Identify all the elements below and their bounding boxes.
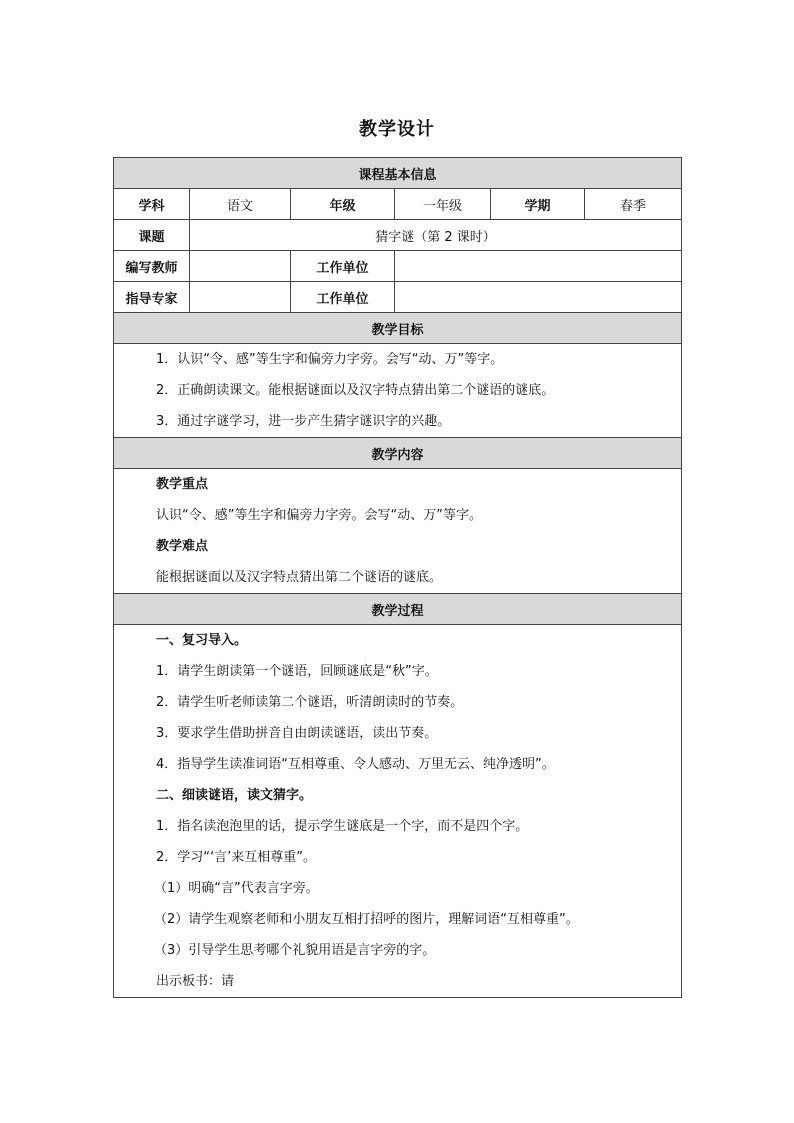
difficult-point-label: 教学难点	[156, 539, 209, 554]
lesson-plan-table	[113, 157, 682, 998]
subject-value: 语文	[190, 189, 291, 220]
work-unit-label: 工作单位	[291, 251, 395, 282]
content-cell	[114, 469, 682, 594]
goal-item: 3．通过字谜学习，进一步产生猜字谜识字的兴趣。	[156, 414, 451, 429]
process-substep: （3）引导学生思考哪个礼貌用语是言字旁的字。	[154, 943, 436, 958]
process-header-row	[114, 594, 682, 625]
topic-label: 课题	[114, 220, 190, 251]
goals-heading: 教学目标	[114, 313, 682, 344]
process-substep: （1）明确“言”代表言字旁。	[154, 881, 319, 896]
process-step: 1．请学生朗读第一个谜语，回顾谜底是“秋”字。	[156, 664, 438, 679]
expert-row	[114, 282, 682, 313]
term-label: 学期	[491, 189, 585, 220]
grade-label: 年级	[291, 189, 395, 220]
process-section-heading: 一、复习导入。	[156, 633, 248, 648]
key-point-label: 教学重点	[156, 477, 209, 492]
process-heading: 教学过程	[114, 594, 682, 625]
key-point-text: 认识“令、感”等生字和偏旁力字旁。会写“动、万”等字。	[156, 508, 482, 523]
grade-value: 一年级	[395, 189, 491, 220]
work-unit-label: 工作单位	[291, 282, 395, 313]
goals-cell	[114, 344, 682, 438]
page-title: 教学设计	[359, 119, 435, 140]
board-writing: 出示板书：请	[156, 974, 235, 989]
goal-item: 2．正确朗读课文。能根据谜面以及汉字特点猜出第二个谜语的谜底。	[156, 383, 555, 398]
subject-label: 学科	[114, 189, 190, 220]
term-value: 春季	[585, 189, 682, 220]
basic-info-header-row	[114, 158, 682, 189]
expert-value	[190, 282, 291, 313]
goals-header-row	[114, 313, 682, 344]
teacher-row	[114, 251, 682, 282]
process-cell	[114, 625, 682, 998]
process-step: 2．请学生听老师读第二个谜语，听清朗读时的节奏。	[156, 695, 464, 710]
process-step: 4．指导学生读准词语“互相尊重、令人感动、万里无云、纯净透明”。	[156, 757, 555, 772]
goal-item: 1．认识“令、感”等生字和偏旁力字旁。会写“动、万”等字。	[156, 352, 504, 367]
process-row	[114, 625, 682, 998]
content-header-row	[114, 438, 682, 469]
basic-info-heading: 课程基本信息	[114, 158, 682, 189]
teacher-value	[190, 251, 291, 282]
work-unit-value	[395, 251, 682, 282]
topic-value: 猜字谜（第 2 课时）	[190, 220, 682, 251]
process-step: 3．要求学生借助拼音自由朗读谜语，读出节奏。	[156, 726, 438, 741]
subject-row	[114, 189, 682, 220]
process-step: 2．学习“‘言’来互相尊重”。	[156, 850, 317, 865]
goals-row	[114, 344, 682, 438]
difficult-point-text: 能根据谜面以及汉字特点猜出第二个谜语的谜底。	[156, 570, 443, 585]
teacher-label: 编写教师	[114, 251, 190, 282]
process-section-heading: 二、细读谜语，读文猜字。	[156, 788, 313, 803]
process-substep: （2）请学生观察老师和小朋友互相打招呼的图片，理解词语“互相尊重”。	[154, 912, 579, 927]
expert-label: 指导专家	[114, 282, 190, 313]
content-row	[114, 469, 682, 594]
process-step: 1．指名读泡泡里的话，提示学生谜底是一个字，而不是四个字。	[156, 819, 529, 834]
content-heading: 教学内容	[114, 438, 682, 469]
topic-row	[114, 220, 682, 251]
work-unit-value	[395, 282, 682, 313]
